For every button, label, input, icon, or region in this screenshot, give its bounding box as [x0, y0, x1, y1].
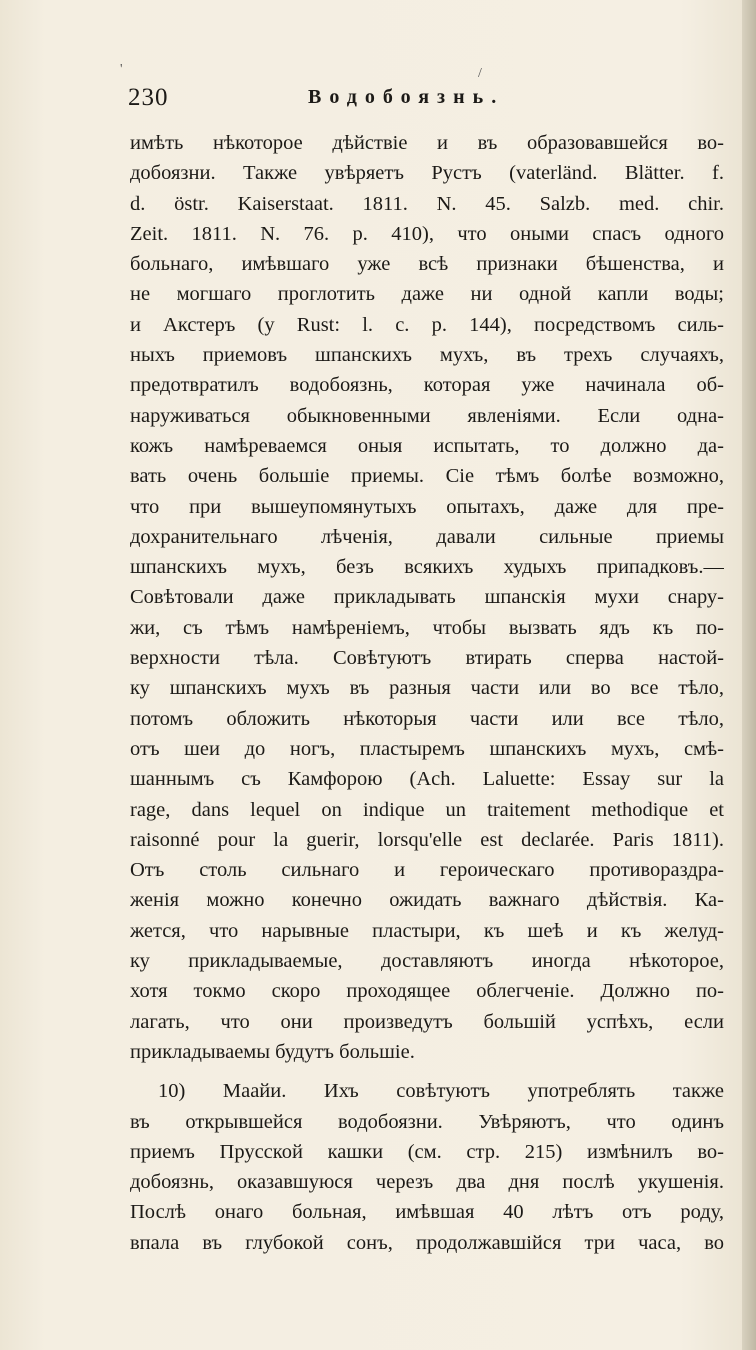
- text-line: больнаго, имѣвшаго уже всѣ признаки бѣшенства, и: [130, 253, 724, 276]
- text-line: приемъ Прусской кашки (см. стр. 215) измѣнилъ во-: [130, 1140, 724, 1163]
- text-line: ныхъ приемовъ шпанскихъ мухъ, въ трехъ случаяхъ,: [130, 344, 724, 367]
- page-number: 230: [128, 84, 169, 111]
- text-line: хотя токмо скоро проходящее облегченіе. Должно по-: [130, 980, 724, 1003]
- text-line: прикладываемы будутъ большіе.: [130, 1040, 415, 1063]
- ink-speck: ': [120, 62, 123, 77]
- page-header: [128, 84, 718, 114]
- text-line: лагать, что они произведутъ большій успѣхъ, если: [130, 1010, 724, 1033]
- page-edge-shadow: [742, 0, 756, 1350]
- paragraph-1: [130, 128, 724, 1067]
- text-line: шпанскихъ мухъ, безъ всякихъ худыхъ припадковъ.—: [130, 556, 724, 579]
- text-line: d. östr. Kaiserstaat. 1811. N. 45. Salzb. med. chir.: [130, 192, 724, 215]
- text-line: ку прикладываемые, доставляютъ иногда нѣкоторое,: [130, 950, 724, 973]
- text-line: жется, что нарывные пластыри, къ шеѣ и къ желуд-: [130, 919, 724, 942]
- paragraph-2: [130, 1076, 724, 1258]
- text-line: въ открывшейся водобоязни. Увѣряютъ, что одинъ: [130, 1110, 724, 1133]
- text-line: ку шпанскихъ мухъ въ разныя части или во все тѣло,: [130, 677, 724, 700]
- ink-speck: /: [478, 66, 482, 81]
- text-line: верхности тѣла. Совѣтуютъ втирать сперва настой-: [130, 647, 724, 670]
- text-line: Zeit. 1811. N. 76. p. 410), что оными спасъ одного: [130, 222, 724, 245]
- text-line: raisonné pour la guerir, lorsqu'elle est declarée. Paris 1811).: [130, 828, 724, 851]
- text-line: имѣть нѣкоторое дѣйствіе и въ образовавшейся во-: [130, 132, 724, 154]
- text-line: жи, съ тѣмъ намѣреніемъ, чтобы вызвать ядъ къ по-: [130, 616, 724, 639]
- paragraph-gap: [130, 1067, 724, 1076]
- text-line: что при вышеупомянутыхъ опытахъ, даже для пре-: [130, 495, 724, 518]
- text-line: Отъ столь сильнаго и героическаго противораздра-: [130, 859, 724, 882]
- text-line: и Акстеръ (у Rust: l. c. p. 144), посредствомъ силь-: [130, 313, 724, 336]
- text-line: наруживаться обыкновенными явленіями. Если одна-: [130, 404, 724, 427]
- text-line: Послѣ онаго больная, имѣвшая 40 лѣтъ отъ роду,: [130, 1201, 724, 1224]
- text-line: Совѣтовали даже прикладывать шпанскія мухи снару-: [130, 586, 724, 609]
- text-line: шаннымъ съ Камфорою (Ach. Laluette: Essay sur la: [130, 768, 724, 791]
- text-line: предотвратилъ водобоязнь, которая уже начинала об-: [130, 374, 724, 397]
- text-line: потомъ обложить нѣкоторыя части или все тѣло,: [130, 707, 724, 730]
- text-line: женія можно конечно ожидать важнаго дѣйствія. Ка-: [130, 889, 724, 912]
- text-line: вать очень большіе приемы. Сіе тѣмъ болѣе возможно,: [130, 465, 724, 488]
- text-line: добоязнь, оказавшуюся черезъ два дня послѣ укушенія.: [130, 1171, 724, 1194]
- text-line: rage, dans lequel on indique un traitement methodique et: [130, 798, 724, 821]
- text-line: не могшаго проглотить даже ни одной капли воды;: [130, 283, 724, 306]
- text-line: 10) Маайи. Ихъ совѣтуютъ употреблять также: [158, 1080, 724, 1103]
- text-line: впала въ глубокой сонъ, продолжавшійся три часа, во: [130, 1231, 724, 1254]
- text-line: добоязни. Также увѣряетъ Рустъ (vaterländ. Blätter. f.: [130, 162, 724, 185]
- text-line: отъ шеи до ногъ, пластыремъ шпанскихъ мухъ, смѣ-: [130, 737, 724, 760]
- running-title: Водобоязнь.: [308, 86, 505, 108]
- text-line: кожъ намѣреваемся оныя испытать, то должно да-: [130, 434, 724, 457]
- body-text: [130, 128, 724, 1258]
- text-line: дохранительнаго лѣченія, давали сильные приемы: [130, 525, 724, 548]
